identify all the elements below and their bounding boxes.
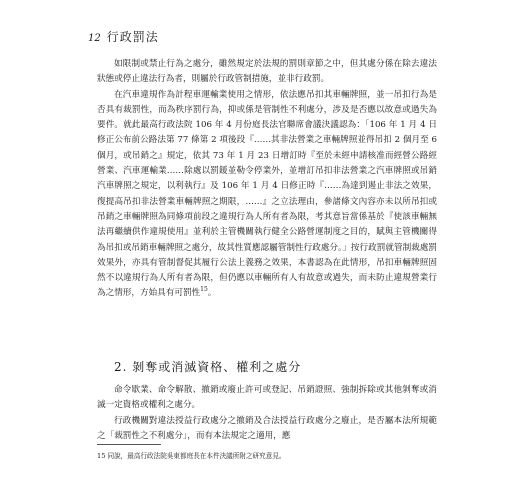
footnote-number: 15 bbox=[97, 452, 106, 460]
footnote bbox=[97, 451, 437, 461]
paragraph-text: 在汽車違規作為計程車運輸業使用之情形，依法應吊扣其車輛牌照，並一吊扣行為是否具有裁罰性，而為秩序罰行為，抑或係是管制性不利處分，涉及是否應以故意或過失為要件。就此最高行政法院 106 年 4 月份庭長法官聯席會議決議認為：「106 年 1 月 4 日修正公布前公路法第 77 條第 2 項後段『……其非法營業之車輛牌照並得吊扣 2 個月至 6 個月，或吊銷之』規定，依其 73 年 1 月 23 日增訂時『至於未經申請核准而經營公路經營業、汽車運輸業……除處以罰鍰並勒令停業外，並增訂吊扣非法營業之汽車牌照或吊銷汽車牌照之規定，以利執行』及 106 年 1 月 4 日修正時『……為達到遏止非法之效果，復提高吊扣非法營業車輛牌照之期限，……』之立法理由，參諸條文內容亦未以所吊扣或吊銷之車輛牌照為同條項前段之違規行為人所有者為限，考其意旨當係基於『使該車輛無法再繼續供作違規使用』並利於主管機關執行健全公路營運制度之目的，賦與主管機關得為吊扣或吊銷車輛牌照之處分，故其性質應認屬管制性行政處分。」按行政罰就管制裁處罰效果外，亦具有管制督促其履行公法上義務之效果，本書認為在此情形，吊扣車輛牌照固然不以違規行為人所有者為限，但仍應以車輛所有人有故意或過失，而未防止違規營業行為之情形，方始具有可罰性 bbox=[97, 89, 437, 299]
main-text-2 bbox=[97, 383, 437, 444]
paragraph bbox=[97, 88, 437, 302]
footnote-text: 同說，最高行政法院吳東都庭長在本件決議所附之研究意見。 bbox=[107, 452, 286, 460]
paragraph-end: 。 bbox=[207, 288, 217, 299]
page-number: 12 bbox=[88, 33, 101, 44]
footnote-divider bbox=[97, 444, 161, 445]
main-text bbox=[97, 57, 437, 302]
paragraph: 命令歇業、命令解散、撤銷或廢止許可或登記、吊銷證照、強制拆除或其他剝奪或消滅一定資格或權利之處分。 bbox=[97, 385, 437, 411]
footnote-ref: 15 bbox=[200, 286, 208, 294]
paragraph: 行政機關對違法授益行政處分之撤銷及合法授益行政處分之廢止，是否屬本法所規範之「裁罰性之不利處分」，而有本法規定之適用，應 bbox=[97, 415, 437, 441]
paragraph: 如限制或禁止行為之處分，雖然規定於法規的罰則章節之中，但其處分係在除去違法狀態或停止違法行為者，則屬於行政管制措施，並非行政罰。 bbox=[97, 59, 437, 85]
section-heading: 2. 剝奪或消滅資格、權利之處分 bbox=[114, 360, 302, 374]
running-title: 行政罰法 bbox=[106, 30, 159, 44]
page-header bbox=[88, 28, 159, 45]
